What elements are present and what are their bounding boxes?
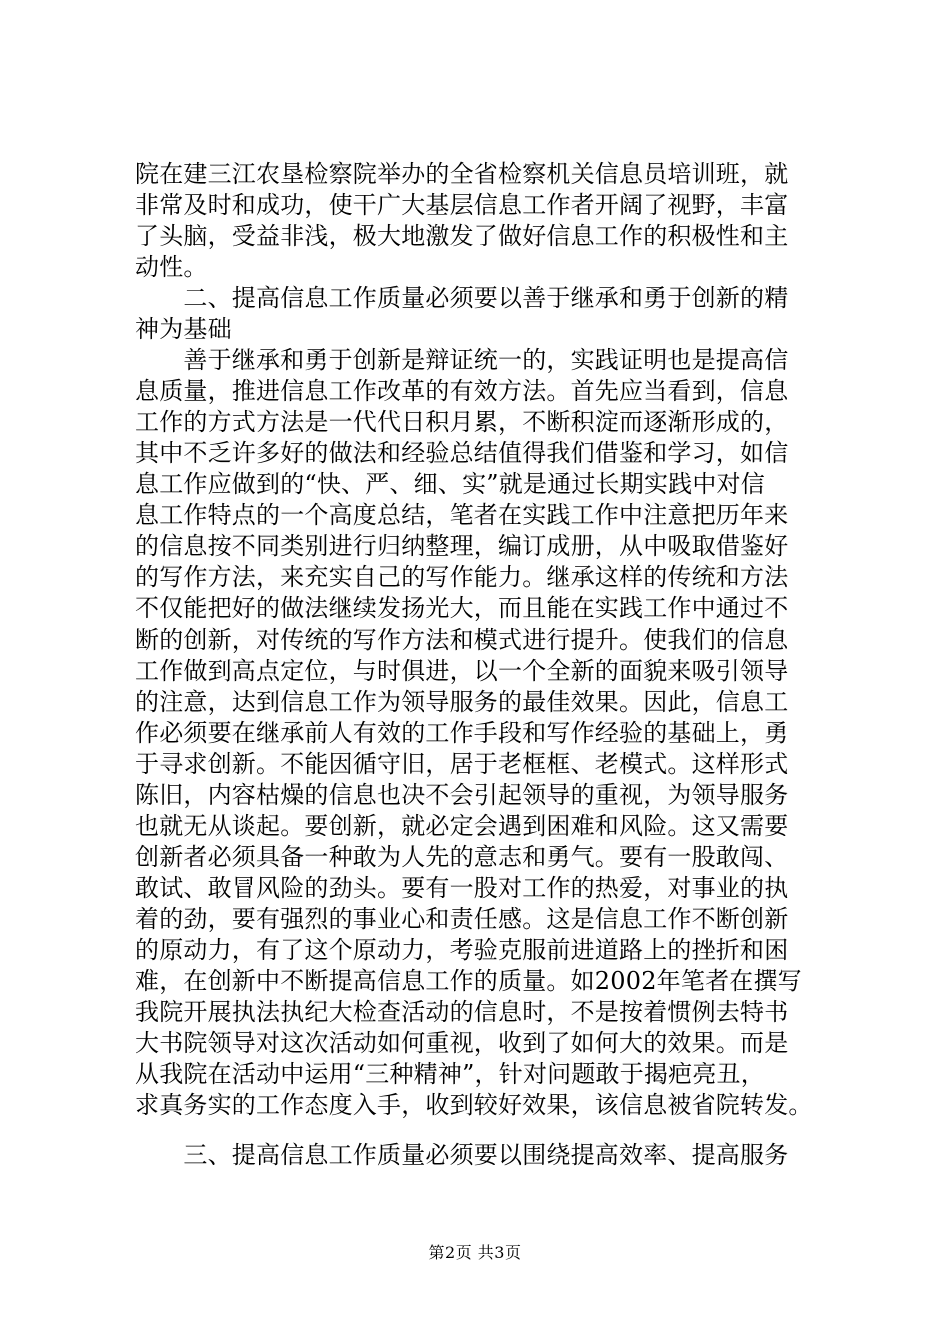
body-line: 求真务实的工作态度入手，收到较好效果，该信息被省院转发。 xyxy=(135,1091,813,1119)
body-line: 也就无从谈起。要创新，就必定会遇到困难和风险。这又需要 xyxy=(135,812,789,840)
body-line: 息质量，推进信息工作改革的有效方法。首先应当看到，信息 xyxy=(135,377,789,405)
body-line: 其中不乏许多好的做法和经验总结值得我们借鉴和学习，如信 xyxy=(135,439,789,467)
section-heading-line: 神为基础 xyxy=(135,315,232,343)
body-line: 的信息按不同类别进行归纳整理，编订成册，从中吸取借鉴好 xyxy=(135,532,789,560)
body-line: 不仅能把好的做法继续发扬光大，而且能在实践工作中通过不 xyxy=(135,594,789,622)
body-line: 的注意，达到信息工作为领导服务的最佳效果。因此，信息工 xyxy=(135,688,789,716)
section-heading-line: 二、提高信息工作质量必须要以善于继承和勇于创新的精 xyxy=(135,284,789,312)
body-line: 了头脑，受益非浅，极大地激发了做好信息工作的积极性和主 xyxy=(135,222,789,250)
body-line: 着的劲，要有强烈的事业心和责任感。这是信息工作不断创新 xyxy=(135,905,789,933)
page-footer: 第2页 共3页 xyxy=(428,1243,522,1262)
body-line: 陈旧，内容枯燥的信息也决不会引起领导的重视，为领导服务 xyxy=(135,781,789,809)
body-line: 我院开展执法执纪大检查活动的信息时，不是按着惯例去特书 xyxy=(135,998,789,1026)
section-heading-line: 三、提高信息工作质量必须要以围绕提高效率、提高服务 xyxy=(135,1141,789,1169)
body-line: 难，在创新中不断提高信息工作的质量。如2002年笔者在撰写 xyxy=(135,967,802,995)
body-line: 从我院在活动中运用“三种精神”，针对问题敢于揭疤亮丑， xyxy=(135,1060,765,1088)
body-line: 息工作特点的一个高度总结，笔者在实践工作中注意把历年来 xyxy=(135,501,789,529)
body-line: 工作的方式方法是一代代日积月累，不断积淀而逐渐形成的， xyxy=(135,408,789,436)
body-line: 息工作应做到的“快、严、细、实”就是通过长期实践中对信 xyxy=(135,470,765,498)
body-line: 非常及时和成功，使干广大基层信息工作者开阔了视野，丰富 xyxy=(135,191,789,219)
body-line: 善于继承和勇于创新是辩证统一的，实践证明也是提高信 xyxy=(135,346,789,374)
body-line: 工作做到高点定位，与时俱进，以一个全新的面貌来吸引领导 xyxy=(135,657,789,685)
body-line: 敢试、敢冒风险的劲头。要有一股对工作的热爱，对事业的执 xyxy=(135,874,789,902)
body-line: 断的创新，对传统的写作方法和模式进行提升。使我们的信息 xyxy=(135,626,789,654)
body-line: 院在建三江农垦检察院举办的全省检察机关信息员培训班，就 xyxy=(135,160,789,188)
body-line: 的写作方法，来充实自己的写作能力。继承这样的传统和方法 xyxy=(135,563,789,591)
body-line: 创新者必须具备一种敢为人先的意志和勇气。要有一股敢闯、 xyxy=(135,843,789,871)
body-line: 动性。 xyxy=(135,253,208,281)
body-line: 作必须要在继承前人有效的工作手段和写作经验的基础上，勇 xyxy=(135,719,789,747)
body-line: 大书院领导对这次活动如何重视，收到了如何大的效果。而是 xyxy=(135,1029,789,1057)
body-line: 的原动力，有了这个原动力，考验克服前进道路上的挫折和困 xyxy=(135,936,789,964)
body-line: 于寻求创新。不能因循守旧，居于老框框、老模式。这样形式 xyxy=(135,750,789,778)
